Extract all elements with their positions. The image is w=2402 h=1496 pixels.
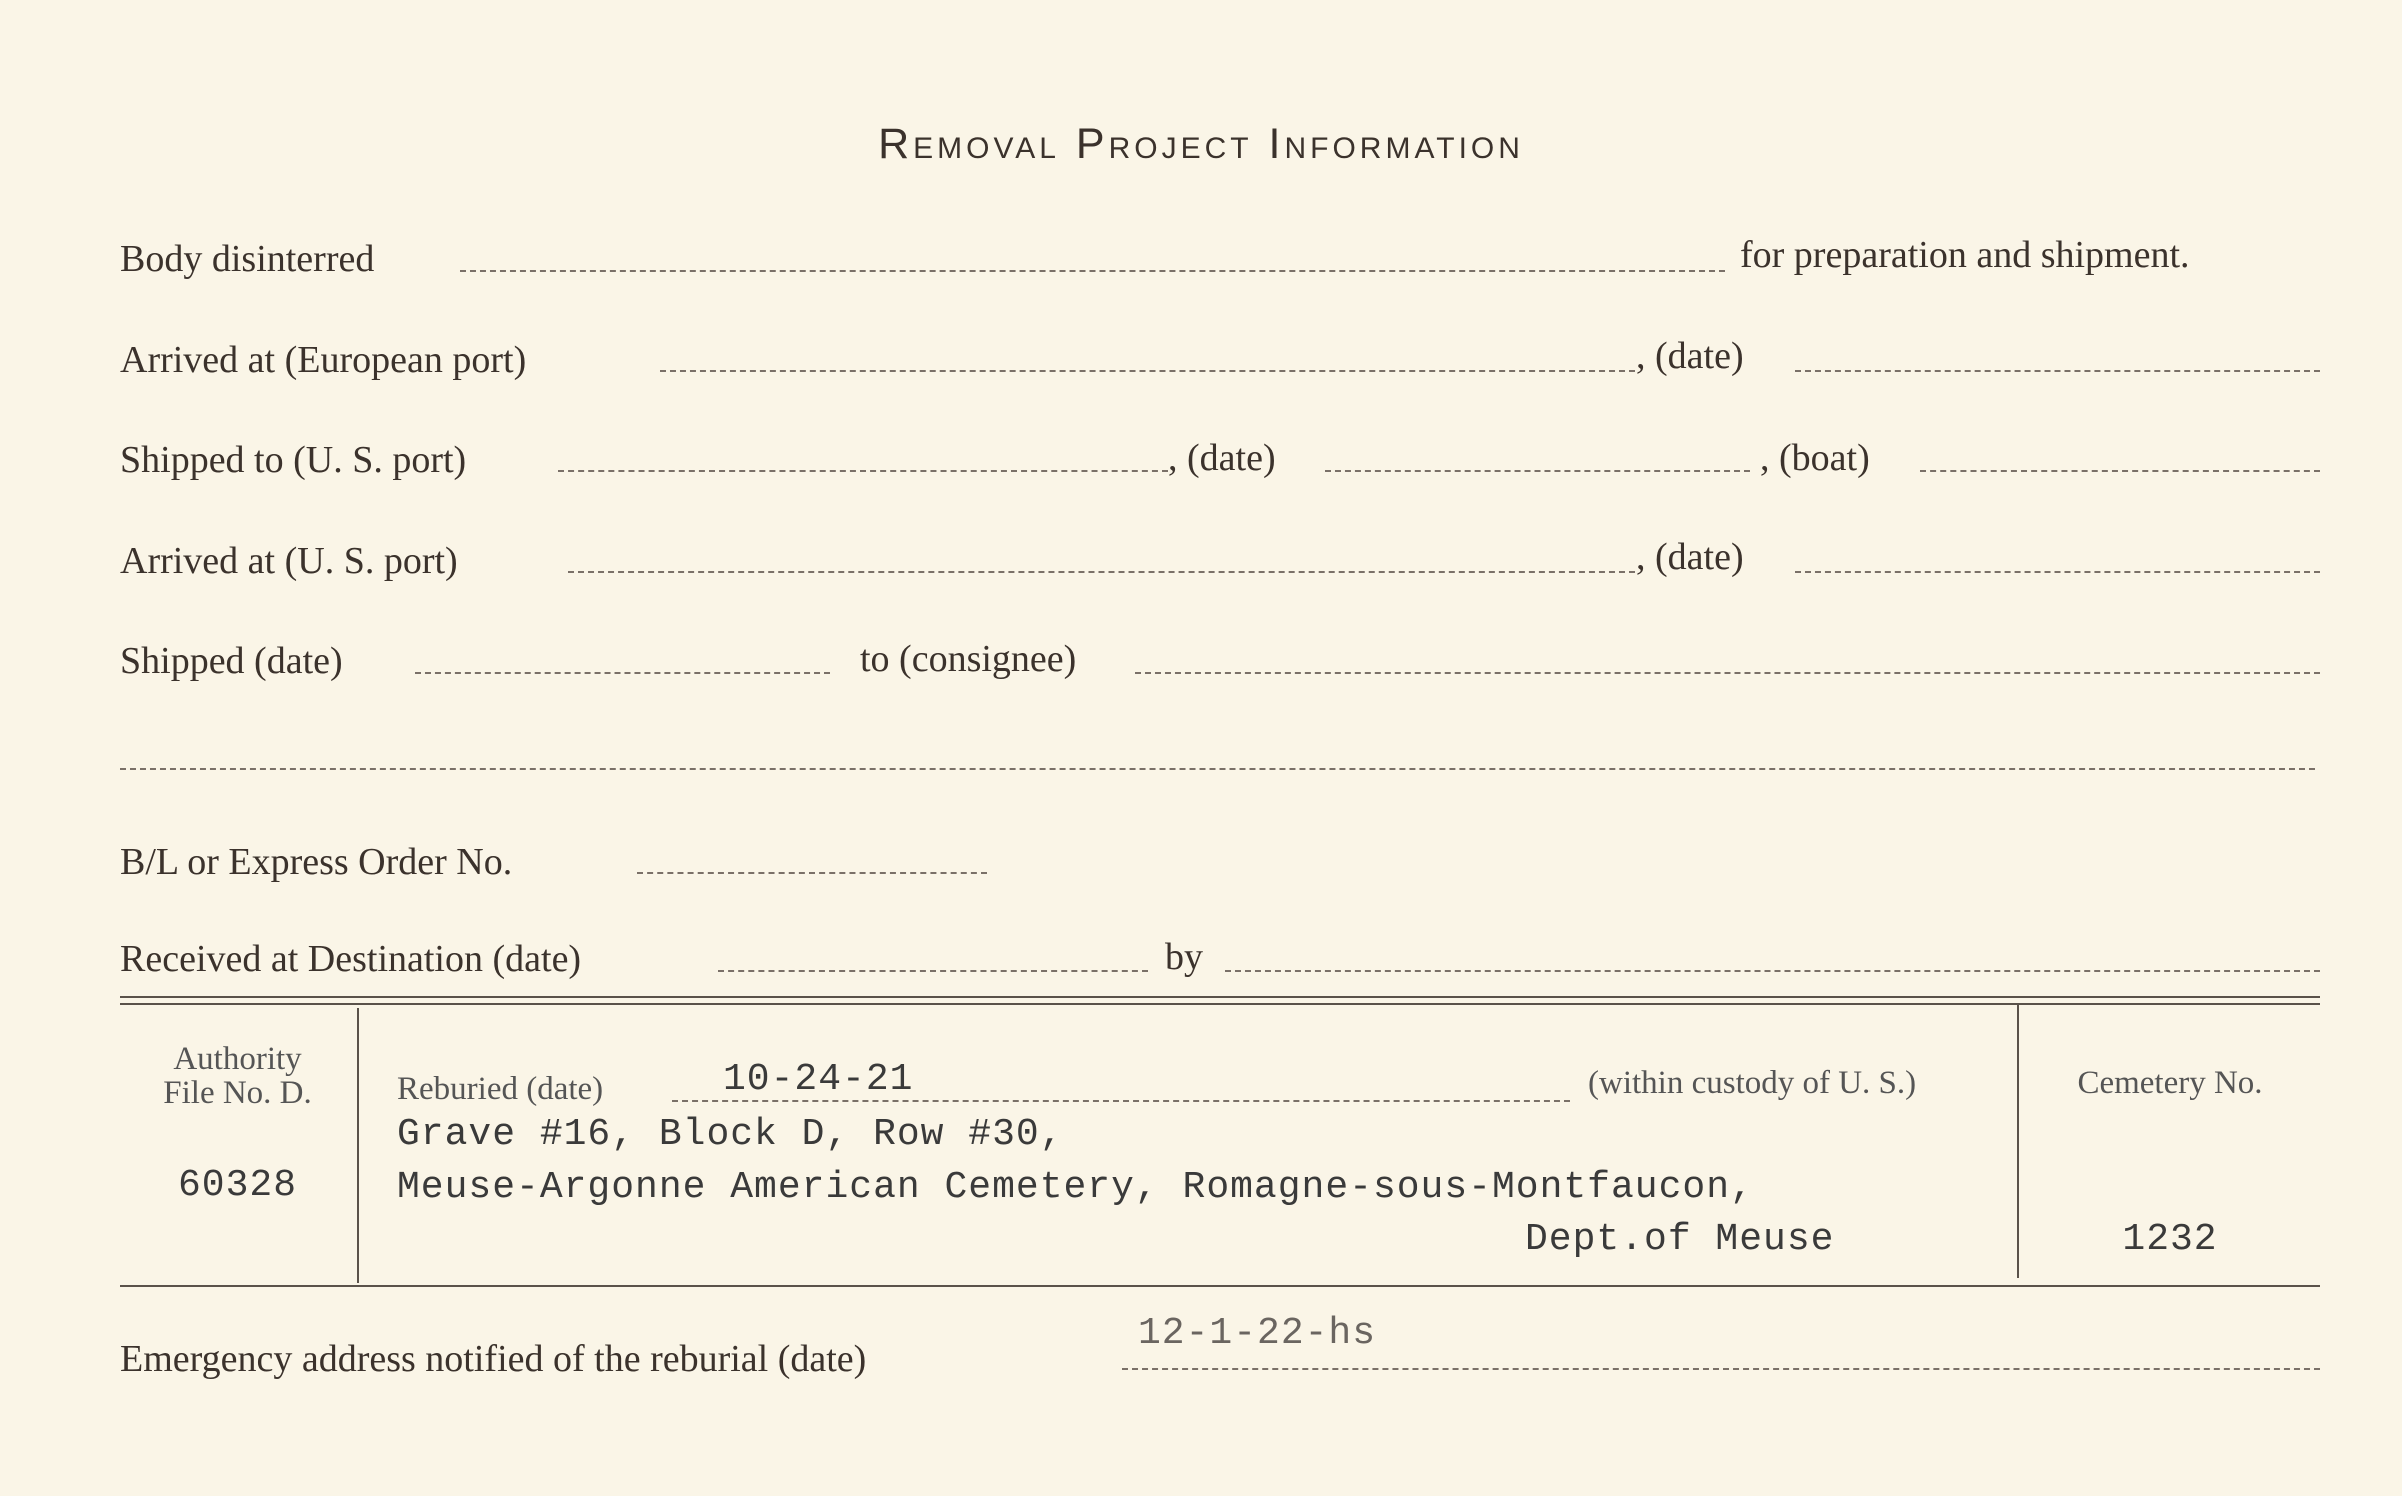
bl-order-line xyxy=(637,872,987,874)
continuation-line xyxy=(120,768,2315,770)
table-divider-left xyxy=(357,1008,359,1283)
arrived-european-date-line xyxy=(1795,370,2320,372)
bl-order-label: B/L or Express Order No. xyxy=(120,841,513,883)
reburied-label: Reburied (date) xyxy=(397,1071,604,1107)
arrived-us-port-label: Arrived at (U. S. port) xyxy=(120,540,458,582)
shipped-date-line xyxy=(1325,470,1750,472)
by-line xyxy=(1225,970,2320,972)
shipped-date-row-line xyxy=(415,672,830,674)
reburied-date: 10-24-21 xyxy=(723,1058,914,1101)
consignee-line xyxy=(1135,672,2320,674)
arrived-european-date-label: , (date) xyxy=(1636,335,1744,377)
arrived-us-date-line xyxy=(1795,571,2320,573)
arrived-us-port-line xyxy=(568,571,1635,573)
received-destination-label: Received at Destination (date) xyxy=(120,938,582,980)
shipped-date-label: , (date) xyxy=(1168,437,1276,479)
grave-location: Grave #16, Block D, Row #30, xyxy=(397,1113,1064,1156)
emergency-line xyxy=(1122,1368,2320,1370)
shipped-us-port-line xyxy=(558,470,1168,472)
cemetery-no-label: Cemetery No. xyxy=(2077,1065,2263,1101)
custody-label: (within custody of U. S.) xyxy=(1588,1065,1917,1101)
prep-shipment-label: for preparation and shipment. xyxy=(1740,234,2190,276)
boat-label: , (boat) xyxy=(1760,437,1870,479)
to-consignee-label: to (consignee) xyxy=(860,638,1077,680)
table-top-rule-2 xyxy=(120,1003,2320,1005)
authority-file-number: 60328 xyxy=(177,1164,298,1207)
emergency-label: Emergency address notified of the reburial (date) xyxy=(120,1338,867,1380)
by-label: by xyxy=(1165,936,1203,978)
boat-line xyxy=(1920,470,2320,472)
received-destination-line xyxy=(718,970,1148,972)
shipped-us-port-label: Shipped to (U. S. port) xyxy=(120,439,467,481)
arrived-us-date-label: , (date) xyxy=(1636,536,1744,578)
arrived-european-label: Arrived at (European port) xyxy=(120,339,527,381)
department: Dept.of Meuse xyxy=(1525,1218,1835,1261)
body-disinterred-line xyxy=(460,270,1725,272)
page-title: Removal Project Information xyxy=(878,120,1524,168)
cemetery-number: 1232 xyxy=(2122,1218,2218,1261)
arrived-european-line xyxy=(660,370,1635,372)
table-bottom-rule xyxy=(120,1285,2320,1287)
shipped-date-row-label: Shipped (date) xyxy=(120,640,343,682)
file-no-label: File No. D. xyxy=(163,1075,312,1111)
body-disinterred-label: Body disinterred xyxy=(120,238,375,280)
authority-label: Authority xyxy=(173,1041,302,1077)
table-divider-right xyxy=(2017,1005,2019,1278)
table-top-rule-1 xyxy=(120,996,2320,998)
cemetery-name: Meuse-Argonne American Cemetery, Romagne-sous-Montfaucon, xyxy=(397,1166,1754,1209)
emergency-date: 12-1-22-hs xyxy=(1138,1312,1377,1355)
